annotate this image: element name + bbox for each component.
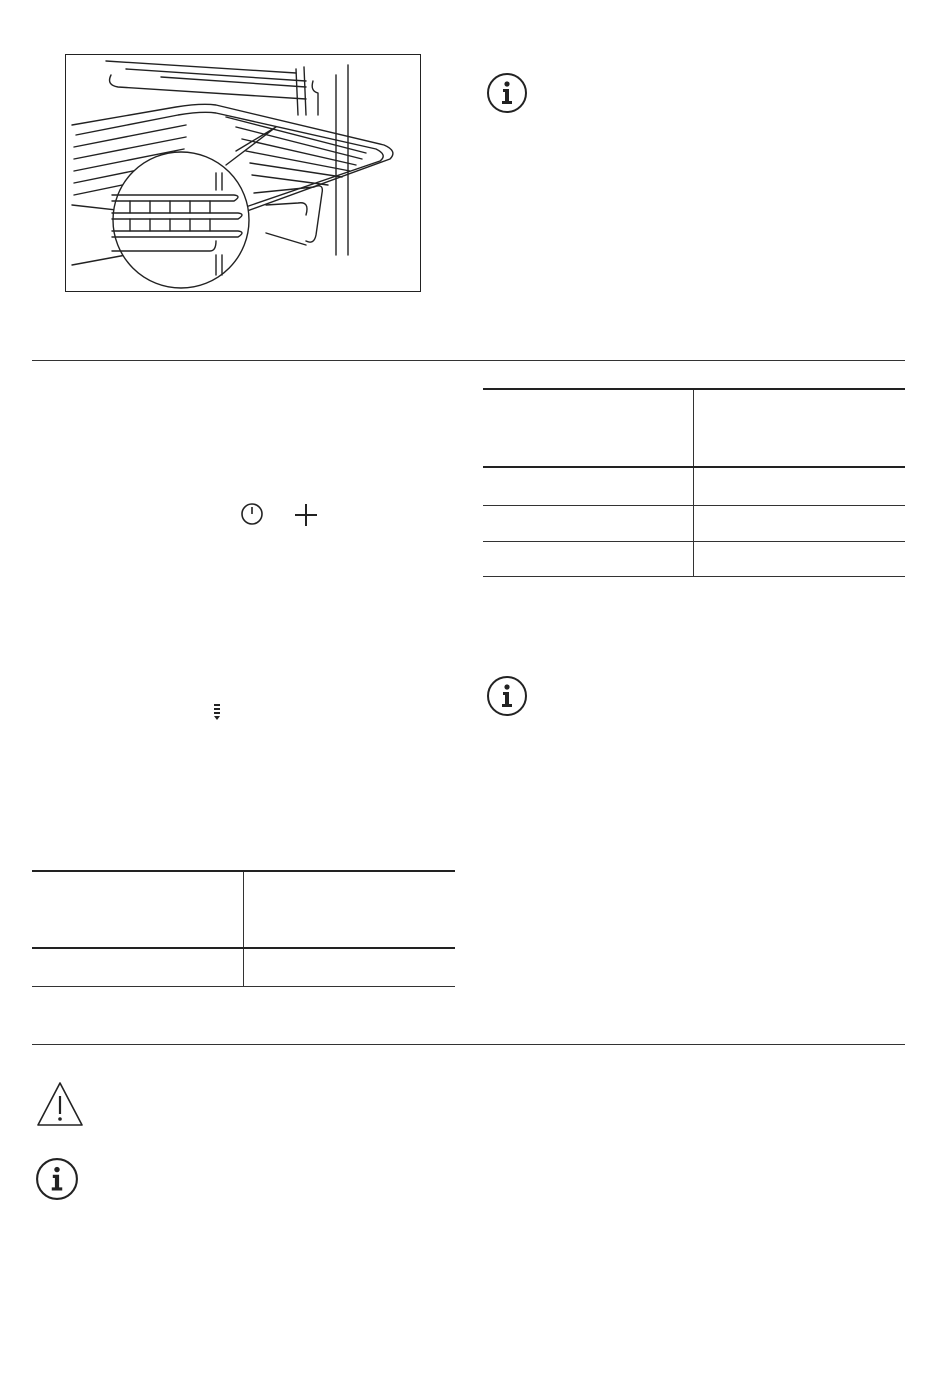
oven-shelf-drawing [66, 55, 421, 292]
table-cell [483, 467, 694, 506]
info-icon [486, 675, 528, 722]
settings-table-right [483, 388, 905, 577]
table-header-cell [483, 389, 694, 467]
section-divider [32, 1044, 905, 1045]
table-cell [483, 506, 694, 542]
table-cell [694, 506, 906, 542]
table-row [32, 948, 455, 987]
table-cell [483, 542, 694, 577]
warning-icon [35, 1080, 85, 1133]
table-row [483, 542, 905, 577]
oven-shelf-illustration [65, 54, 421, 292]
table-cell [32, 948, 244, 987]
table-cell [694, 542, 906, 577]
table-cell [244, 948, 456, 987]
table-header-row [483, 389, 905, 467]
table-row [483, 467, 905, 506]
info-icon [35, 1157, 79, 1206]
table-header-cell [244, 871, 456, 948]
section-divider [32, 360, 905, 361]
plus-icon [293, 502, 319, 533]
info-icon [486, 72, 528, 119]
table-row [483, 506, 905, 542]
settings-table-left [32, 870, 455, 987]
clock-icon [240, 502, 264, 531]
table-header-cell [694, 389, 906, 467]
table-header-row [32, 871, 455, 948]
table-cell [694, 467, 906, 506]
level-indicator-icon [213, 703, 221, 726]
table-header-cell [32, 871, 244, 948]
